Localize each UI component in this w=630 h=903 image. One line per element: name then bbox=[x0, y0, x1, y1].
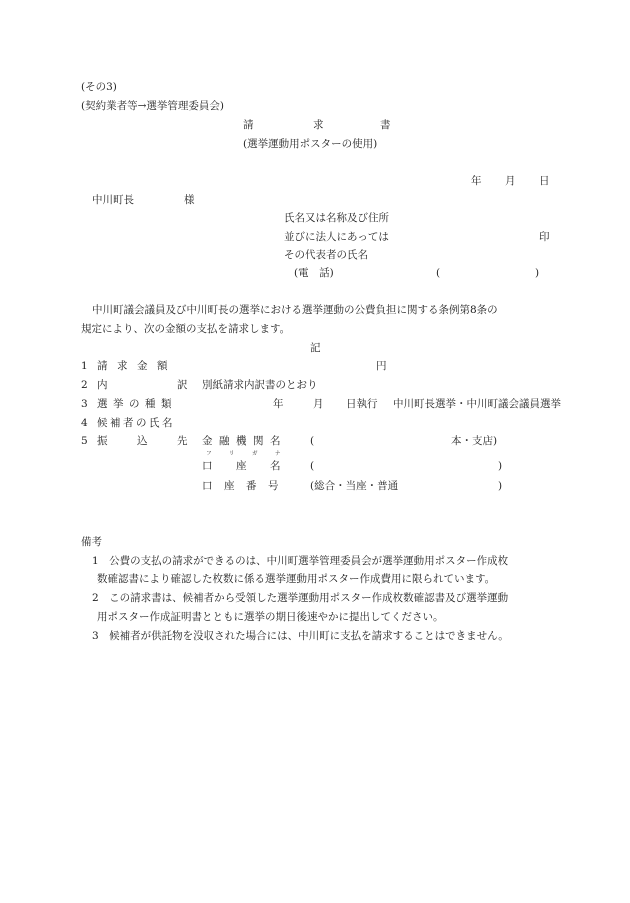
item-3-label bbox=[97, 399, 172, 410]
furigana-char: ナ bbox=[275, 451, 281, 457]
bank-name-open-paren: ( bbox=[310, 435, 315, 447]
bank-branch-suffix: 本・支店) bbox=[451, 435, 498, 447]
item-2-label-char: 訳 bbox=[177, 379, 188, 391]
item-5-number: 5 bbox=[81, 435, 88, 447]
election-type-value: 中川町長選挙・中川町議会議員選挙 bbox=[393, 398, 561, 410]
item-1-label-char: 求 bbox=[117, 360, 128, 372]
seal-mark: 印 bbox=[539, 231, 550, 243]
amount-yen: 円 bbox=[376, 360, 387, 372]
item-3-number: 3 bbox=[81, 398, 88, 410]
furigana-char: ガ bbox=[252, 451, 258, 457]
item-4-label-char: の bbox=[136, 417, 147, 429]
item-4-label-char: 補 bbox=[110, 417, 121, 429]
item-5-label-char: 先 bbox=[177, 435, 188, 447]
item-4-label-char: 候 bbox=[97, 417, 108, 429]
item-5-label-char: 振 bbox=[97, 435, 108, 447]
election-day-exec: 日執行 bbox=[346, 398, 378, 410]
item-3-label-char: 類 bbox=[161, 398, 172, 410]
item-1-label bbox=[97, 361, 168, 372]
form-number: (その3) bbox=[81, 81, 117, 93]
route-note: (契約業者等→選挙管理委員会) bbox=[81, 100, 224, 112]
item-2-label bbox=[97, 380, 188, 391]
item-2-number: 2 bbox=[81, 379, 88, 391]
title-char-3: 書 bbox=[380, 119, 391, 131]
note-2-line-2: 用ポスター作成証明書とともに選挙の期日後速やかに提出してください。 bbox=[97, 611, 444, 623]
acct-no-label-char: 番 bbox=[246, 480, 257, 492]
addressee-honorific: 様 bbox=[184, 194, 195, 206]
bank-label-char: 名 bbox=[270, 435, 281, 447]
item-1-label-char: 金 bbox=[137, 360, 148, 372]
claimant-line-3: その代表者の氏名 bbox=[284, 249, 368, 261]
ki-heading: 記 bbox=[310, 342, 321, 354]
election-month: 月 bbox=[313, 398, 324, 410]
item-4-label-char: 名 bbox=[162, 417, 173, 429]
acct-name-label-char: 名 bbox=[270, 460, 281, 472]
note-1-line-1: 1 公費の支払の請求ができるのは、中川町選挙管理委員会が選挙運動用ポスター作成枚 bbox=[92, 555, 509, 567]
item-4-number: 4 bbox=[81, 417, 88, 429]
item-5-label bbox=[97, 436, 188, 447]
claimant-line-1: 氏名又は名称及び住所 bbox=[284, 212, 389, 224]
breakdown-value: 別紙請求内訳書のとおり bbox=[202, 379, 318, 391]
acct-name-label-char: 座 bbox=[236, 460, 247, 472]
bank-label-char: 金 bbox=[202, 435, 213, 447]
note-1-line-2: 数確認書により確認した枚数に係る選挙運動用ポスター作成費用に限られています。 bbox=[97, 573, 496, 585]
body-line-2: 規定により、次の金額の支払を請求します。 bbox=[81, 323, 291, 335]
item-4-label bbox=[97, 418, 173, 429]
account-name-close-paren: ) bbox=[498, 460, 503, 472]
bank-label-char: 機 bbox=[236, 435, 247, 447]
date-day: 日 bbox=[539, 175, 550, 187]
item-3-label-char: の bbox=[129, 398, 140, 410]
item-5-label-char: 込 bbox=[137, 435, 148, 447]
bank-label-char: 融 bbox=[219, 435, 230, 447]
note-2-line-1: 2 この請求書は、候補者から受領した選挙運動用ポスター作成枚数確認書及び選挙運動 bbox=[92, 592, 509, 604]
item-1-label-char: 額 bbox=[157, 360, 168, 372]
acct-no-label-char: 口 bbox=[202, 480, 213, 492]
item-1-label-char: 請 bbox=[97, 360, 108, 372]
item-1-number: 1 bbox=[81, 360, 88, 372]
account-name-label bbox=[202, 461, 281, 472]
furigana-char: リ bbox=[229, 451, 235, 457]
bank-label-char: 関 bbox=[253, 435, 264, 447]
date-year: 年 bbox=[471, 175, 482, 187]
item-3-label-char: 挙 bbox=[113, 398, 124, 410]
acct-name-label-char: 口 bbox=[202, 460, 213, 472]
item-2-label-char: 内 bbox=[97, 379, 108, 391]
account-name-open-paren: ( bbox=[310, 460, 315, 472]
election-year: 年 bbox=[273, 398, 284, 410]
note-3: 3 候補者が供託物を没収された場合には、中川町に支払を請求することはできません。 bbox=[92, 630, 509, 642]
date-month: 月 bbox=[505, 175, 516, 187]
document-subtitle: (選挙運動用ポスターの使用) bbox=[243, 138, 378, 150]
bank-name-label bbox=[202, 436, 281, 447]
phone-open-paren: ( bbox=[436, 267, 441, 279]
item-4-label-char: 氏 bbox=[149, 417, 160, 429]
account-type-options: (総合・当座・普通 bbox=[310, 480, 399, 492]
item-3-label-char: 選 bbox=[97, 398, 108, 410]
account-number-label bbox=[202, 481, 279, 492]
title-char-2: 求 bbox=[313, 119, 324, 131]
acct-no-label-char: 座 bbox=[224, 480, 235, 492]
claimant-line-2: 並びに法人にあっては bbox=[284, 231, 389, 243]
account-number-close-paren: ) bbox=[498, 480, 503, 492]
phone-label: (電 話) bbox=[294, 267, 334, 279]
phone-close-paren: ) bbox=[535, 267, 540, 279]
furigana-char: フ bbox=[206, 451, 212, 457]
addressee-name: 中川町長 bbox=[92, 194, 134, 206]
body-line-1: 中川町議会議員及び中川町長の選挙における選挙運動の公費負担に関する条例第8条の bbox=[92, 304, 498, 316]
acct-no-label-char: 号 bbox=[268, 480, 279, 492]
item-4-label-char: 者 bbox=[123, 417, 134, 429]
title-char-1: 請 bbox=[243, 119, 254, 131]
notes-title: 備考 bbox=[81, 536, 102, 548]
item-3-label-char: 種 bbox=[145, 398, 156, 410]
